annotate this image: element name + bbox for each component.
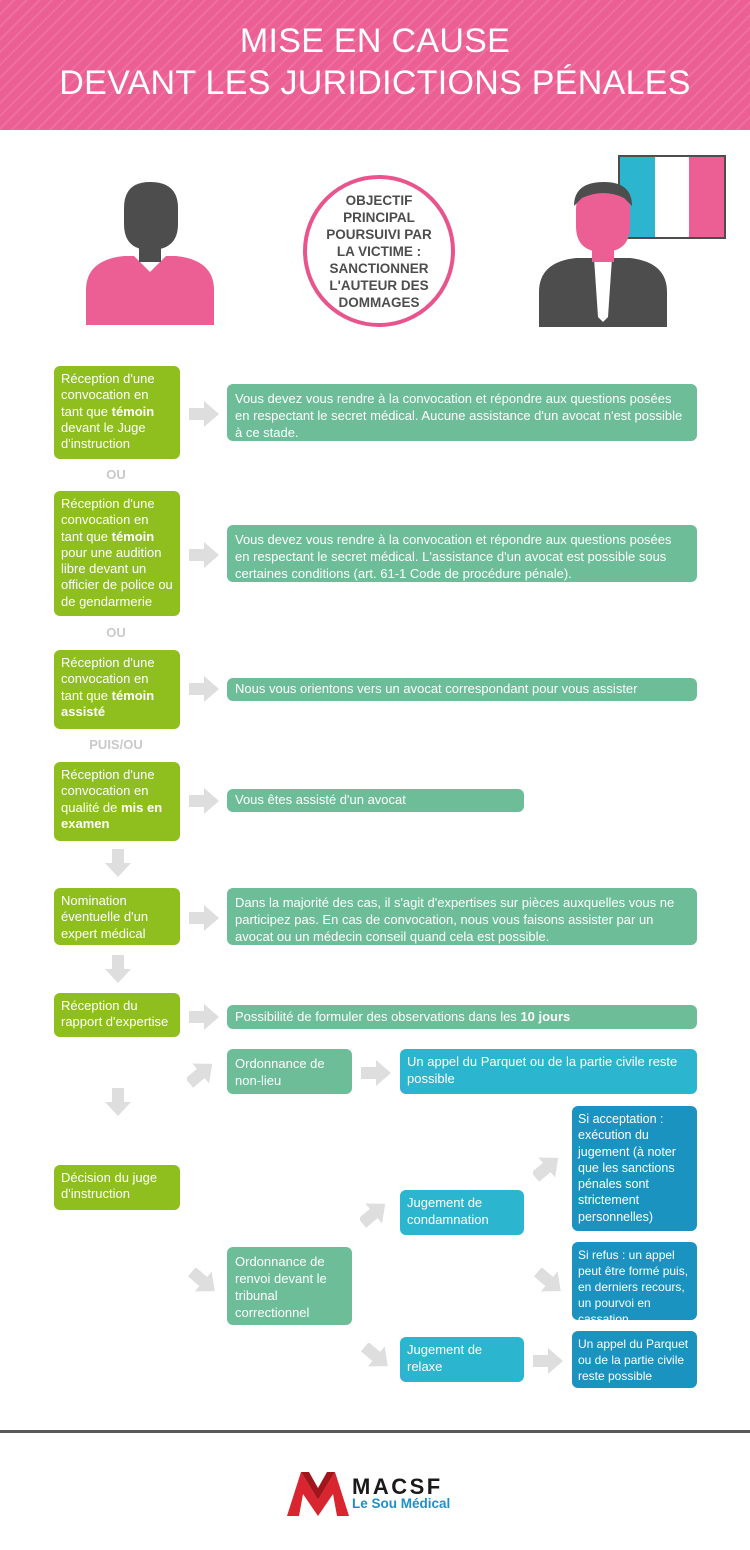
- step-2-result: Vous devez vous rendre à la convocation et répondre aux questions posées en respectant le secret médical. L'assistance d'un avocat est possible sous certaines conditions (art. 61-1 Code de procédure pénale).: [227, 525, 697, 582]
- step-3-label: Réception d'une convocation en tant que témoin assisté: [54, 650, 180, 729]
- step-4-label: Réception d'une convocation en qualité de mis en examen: [54, 762, 180, 841]
- arrow-right-icon: [533, 1348, 563, 1374]
- acceptation-box: Si acceptation : exécution du jugement (à noter que les sanctions pénales sont strictement personnelles): [572, 1106, 697, 1231]
- arrow-right-icon: [361, 1060, 391, 1086]
- step-1-result: Vous devez vous rendre à la convocation et répondre aux questions posées en respectant le secret médical. Aucune assistance d'un avocat n'est possible à ce stade.: [227, 384, 697, 441]
- step-6-result: Possibilité de formuler des observations dans les 10 jours: [227, 1005, 697, 1029]
- objective-line: LA VICTIME :: [336, 243, 422, 259]
- arrow-down-right-icon: [187, 1268, 217, 1303]
- condamnation-box: Jugement de condamnation: [400, 1190, 524, 1235]
- header-banner: [0, 0, 750, 130]
- arrow-right-icon: [189, 676, 219, 702]
- arrow-right-icon: [189, 905, 219, 931]
- brand-name: MACSF: [352, 1474, 443, 1499]
- brand-tagline: Le Sou Médical: [352, 1496, 451, 1511]
- separator-or: OU: [106, 467, 126, 482]
- step-6-label: Réception du rapport d'expertise: [54, 993, 180, 1037]
- victim-person-icon: [84, 180, 216, 325]
- objective-line: OBJECTIF: [345, 192, 413, 208]
- objective-line: DOMMAGES: [338, 294, 420, 310]
- step-2-label: Réception d'une convocation en tant que témoin pour une audition libre devant un officier de police ou de gendarmerie: [54, 491, 180, 616]
- objective-line: POURSUIVI PAR: [326, 226, 432, 242]
- arrow-up-right-icon: [360, 1200, 390, 1235]
- objective-circle: [303, 175, 455, 327]
- step-4-result: Vous êtes assisté d'un avocat: [227, 789, 524, 812]
- non-lieu-result: Un appel du Parquet ou de la partie civile reste possible: [400, 1049, 697, 1094]
- arrow-right-icon: [189, 1004, 219, 1030]
- decision-label: Décision du juge d'instruction: [54, 1165, 180, 1210]
- arrow-down-right-icon: [533, 1268, 563, 1303]
- step-3-result: Nous vous orientons vers un avocat correspondant pour vous assister: [227, 678, 697, 701]
- objective-line: PRINCIPAL: [343, 209, 415, 225]
- arrow-down-icon: [105, 1088, 131, 1121]
- objective-line: SANCTIONNER: [329, 260, 429, 276]
- objective-line: L'AUTEUR DES: [329, 277, 429, 293]
- page-title-line1: MISE EN CAUSE: [239, 22, 511, 60]
- step-5-label: Nomination éventuelle d'un expert médical: [54, 888, 180, 945]
- relaxe-box: Jugement de relaxe: [400, 1337, 524, 1382]
- arrow-down-icon: [105, 849, 131, 882]
- arrow-right-icon: [189, 401, 219, 427]
- arrow-down-icon: [105, 955, 131, 988]
- arrow-right-icon: [189, 542, 219, 568]
- renvoi-box: Ordonnance de renvoi devant le tribunal correctionnel: [227, 1247, 352, 1325]
- arrow-right-icon: [189, 788, 219, 814]
- separator-then-or: PUIS/OU: [89, 737, 143, 752]
- page-title-line2: DEVANT LES JURIDICTIONS PÉNALES: [59, 64, 691, 102]
- relaxe-result: Un appel du Parquet ou de la partie civile reste possible: [572, 1331, 697, 1388]
- separator-or: OU: [106, 625, 126, 640]
- refus-box: Si refus : un appel peut être formé puis, en derniers recours, un pourvoi en cassation: [572, 1242, 697, 1320]
- macsf-logo-icon: [287, 1470, 349, 1516]
- step-5-result: Dans la majorité des cas, il s'agit d'expertises sur pièces auxquelles vous ne participez pas. En cas de convocation, nous vous faisons assister par un avocat ou un médecin conseil quand cela est possible.: [227, 888, 697, 945]
- arrow-up-right-icon: [187, 1060, 217, 1095]
- arrow-up-right-icon: [533, 1154, 563, 1189]
- non-lieu-box: Ordonnance de non-lieu: [227, 1049, 352, 1094]
- footer-divider: [0, 1430, 750, 1433]
- judge-person-icon: [538, 182, 668, 327]
- step-1-label: Réception d'une convocation en tant que témoin devant le Juge d'instruction: [54, 366, 180, 459]
- arrow-down-right-icon: [360, 1343, 390, 1378]
